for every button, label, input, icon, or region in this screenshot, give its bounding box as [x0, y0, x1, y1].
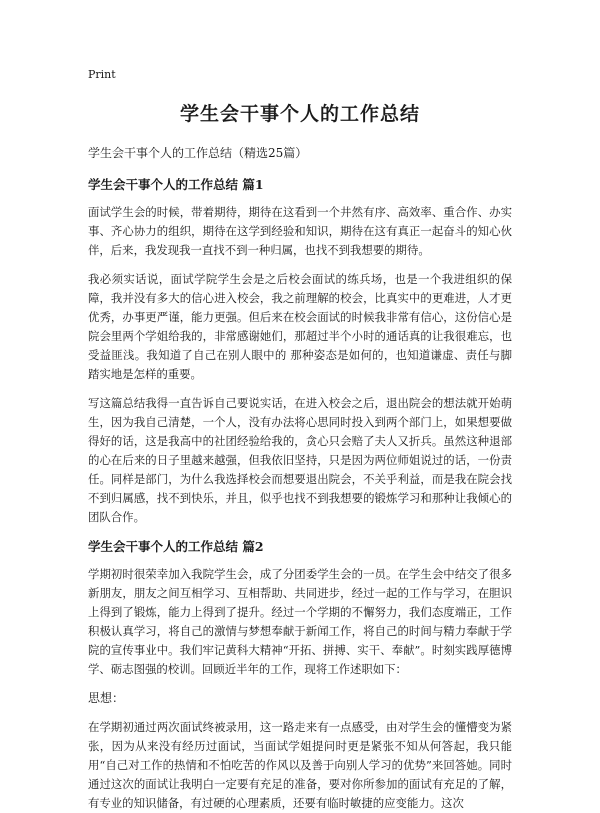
print-label: Print: [88, 68, 116, 81]
document-title: 学生会干事个人的工作总结: [179, 103, 420, 125]
section-1-paragraph-2: 我必须实话说，面试学院学生会是之后校会面试的练兵场，也是一个我进组织的保障，我并没有多大的信心进入校会，我之前理解的校会，比真实中的更难进，人才更优秀，办事更严谨，能力更强。但后来在校会面试的时候我非常有信心，这份信心是院会里两个学姐给我的，非常感谢她们，那超过半个小时的通话真的让我很难忘，也受益匪浅。我知道了自己在别人眼中的 那种姿态是如何的，也知道谦虚、责任与脚踏实地是怎样的重要。: [88, 272, 512, 381]
section-1-paragraph-3: 写这篇总结我得一直告诉自己要说实话，在进入校会之后，退出院会的想法就开始萌生，因为我自己清楚，一个人，没有办法将心思同时投入到两个部门上，如果想要做得好的话，这是我高中的社团经验给我的，贪心只会赔了夫人又折兵。虽然这种退部的心在后来的日子里越来越强，但我依旧坚持，只是因为两位师姐说过的话，一份责任。同样是部门，为什么我选择校会而想要退出院会，不关乎利益，而是我在院会找不到归属感，找不到快乐，并且，似乎也找不到我想要的锻炼学习和那种让我倾心的团队合作。: [88, 396, 512, 524]
section-2-paragraph-2: 在学期初通过两次面试终被录用，这一路走来有一点感受，由对学生会的懂懵变为紧张，因为从来没有经历过面试，当面试学姐提问时更是紧张不知从何答起，我只能用“自己对工作的热情和不怕吃苦的作风以及善于向别人学习的优势”来回答她。同时通过这次的面试让我明白一定要有充足的准备，要对你所参加的面试有充足的了解，有专业的知识储备，有过硬的心理素质，还要有临时敏捷的应变能力。这次: [88, 720, 512, 810]
section-1-paragraph-1: 面试学生会的时候，带着期待，期待在这看到一个井然有序、高效率、重合作、办实事、齐心协力的组织，期待在这学到经验和知识，期待在这有真正一起奋斗的知心伙伴，后来，我发现我一直找不到一种归属，也找不到我想要的期待。: [88, 205, 512, 257]
document-subtitle: 学生会干事个人的工作总结（精选25篇）: [88, 146, 308, 160]
section-2-heading: 学生会干事个人的工作总结 篇2: [88, 539, 264, 554]
section-2-label-thought: 思想：: [88, 691, 125, 705]
section-1-heading: 学生会干事个人的工作总结 篇1: [88, 177, 264, 192]
section-2-paragraph-1: 学期初时很荣幸加入我院学生会，成了分团委学生会的一员。在学生会中结交了很多新朋友，朋友之间互相学习、互相帮助、共同进步，经过一起的工作与学习，在胆识上得到了锻炼，能力上得到了提升。经过一个学期的不懈努力，我们态度端正，工作积极认真学习，将自己的激情与梦想奉献于新闻工作，将自己的时间与精力奉献于学院的宣传事业中。我们牢记黄科大精神“开拓、拼搏、实干、奉献”。时刻实践厚德博学、砺志图强的校训。回顾近半年的工作，现将工作述职如下：: [88, 567, 512, 676]
